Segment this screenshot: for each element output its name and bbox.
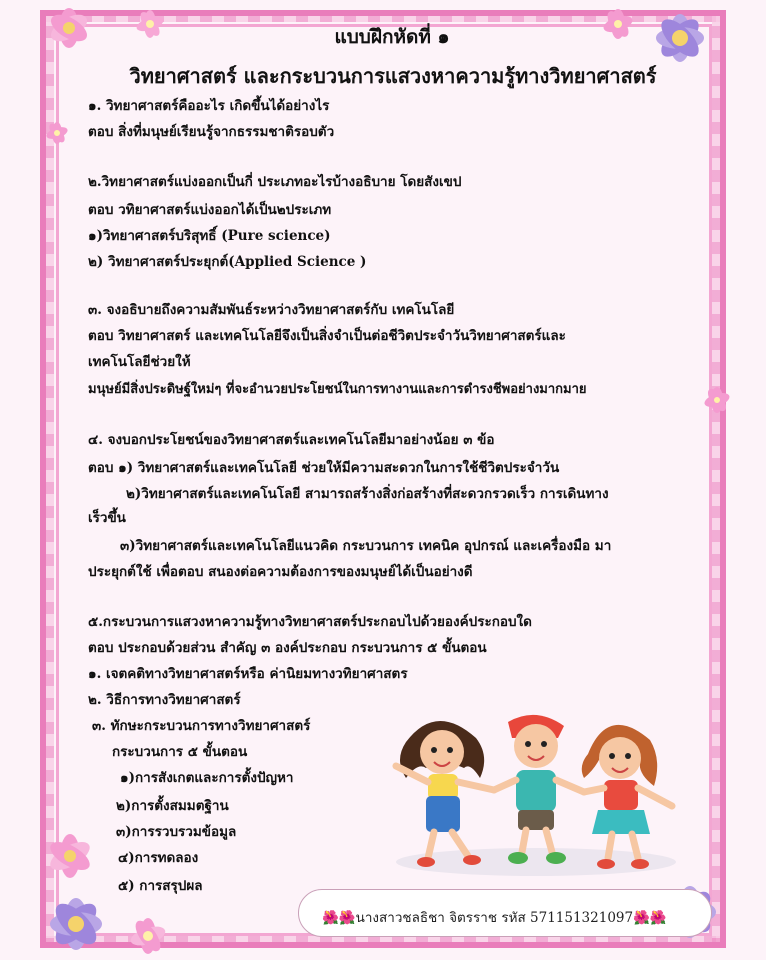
process-step-5: ๕) การสรุปผล <box>118 878 203 894</box>
answer-4-item-2-cont: เร็วขึ้น <box>88 510 126 526</box>
answer-4-item-3-cont: ประยุกต์ใช้ เพื่อตอบ สนองต่อความต้องการของมนุษย์ได้เป็นอย่างดี <box>88 564 473 580</box>
answer-3-line-3: มนุษย์มีสิ่งประดิษฐ์ใหม่ๆ ที่จะอำนวยประโยชน์ในการทางานและการดำรงชีพอย่างมากมาย <box>88 382 587 397</box>
flower-bottom-left-icon <box>36 820 116 960</box>
boy-middle-figure <box>494 715 584 864</box>
signature-text: 🌺🌺นางสาวชลธิชา จิตรราช รหัส 571151321097🌺🌺 <box>322 910 667 926</box>
process-step-2: ๒)การตั้งสมมตฐิาน <box>116 798 229 814</box>
worksheet-subtitle: วิทยาศาสตร์ และกระบวนการแสวงหาความรู้ทางวิทยาศาสตร์ <box>129 64 657 88</box>
answer-2-item-1: ๑)วิทยาศาสตร์บริสุทธิ์ (Pure science) <box>88 228 331 244</box>
answer-1: ตอบ สิ่งที่มนุษย์เรียนรู้จากธรรมชาติรอบตัว <box>88 124 335 140</box>
answer-4-item-1: ตอบ ๑) วิทยาศาสตร์และเทคโนโลยี ช่วยให้มีความสะดวกในการใช้ชีวิตประจำวัน <box>88 460 560 476</box>
answer-4-item-3: ๓)วิทยาศาสตร์และเทคโนโลยีแนวคิด กระบวนการ เทคนิค อุปกรณ์ และเครื่องมือ มา <box>120 538 612 554</box>
question-5: ๕.กระบวนการแสวงหาความรู้ทางวิทยาศาสตร์ประกอบไปด้วยองค์ประกอบใด <box>88 614 532 630</box>
girl-right-figure <box>582 725 672 869</box>
answer-2: ตอบ วทิยาศาสตร์แบ่งออกได้เป็น๒ประเภท <box>88 202 332 218</box>
girl-left-figure <box>396 721 494 867</box>
process-step-1: ๑)การสังเกตและการตั้งปัญหา <box>120 770 294 786</box>
answer-3-line-2: เทคโนโลยีช่วยให้ <box>88 354 191 370</box>
flower-bottom-small-icon <box>120 910 176 960</box>
answer-3-line-1: ตอบ วิทยาศาสตร์ และเทคโนโลยีจึงเป็นสิ่งจำเป็นต่อชีวิตประจำวันวิทยาศาสตร์และ <box>88 328 566 344</box>
question-1: ๑. วิทยาศาสตร์คืออะไร เกิดขึ้นได้อย่างไร <box>88 98 330 114</box>
question-4: ๔. จงบอกประโยชน์ของวิทยาศาสตร์และเทคโนโลยีมาอย่างน้อย ๓ ข้อ <box>88 432 495 448</box>
question-3: ๓. จงอธิบายถึงความสัมพันธ์ระหว่างวิทยาศาสตร์กับ เทคโนโลยี <box>88 302 455 318</box>
flower-left-side-icon <box>40 118 74 148</box>
children-illustration <box>376 712 696 888</box>
answer-5-item-3: ๓. ทักษะกระบวนการทางวิทยาศาสตร์ <box>92 718 311 734</box>
answer-5: ตอบ ประกอบด้วยส่วน สำคัญ ๓ องค์ประกอบ กระบวนการ ๕ ขั้นตอน <box>88 640 487 656</box>
question-2: ๒.วิทยาศาสตร์แบ่งออกเป็นกี่ ประเภทอะไรบ้างอธิบาย โดยสังเขป <box>88 174 462 190</box>
answer-5-item-1: ๑. เจตคติทางวิทยาศาสตร์หรือ ค่านิยมทางวทิยาศาสตร <box>88 666 408 682</box>
worksheet-title: แบบฝึกหัดที่ ๑ <box>334 26 450 48</box>
process-step-3: ๓)การรวบรวมข้อมูล <box>116 824 237 840</box>
flower-right-side-icon <box>700 380 734 420</box>
answer-2-item-2: ๒) วิทยาศาสตร์ประยุกต์(Applied Science ) <box>88 254 367 270</box>
process-step-4: ๔)การทดลอง <box>118 850 199 866</box>
answer-4-item-2: ๒)วิทยาศาสตร์และเทคโนโลยี สามารถสร้างสิ่งก่อสร้างที่สะดวกรวดเร็ว การเดินทาง <box>126 486 609 502</box>
process-heading: กระบวนการ ๕ ขั้นตอน <box>112 744 248 760</box>
answer-5-item-2: ๒. วิธีการทางวิทยาศาสตร์ <box>88 692 241 708</box>
